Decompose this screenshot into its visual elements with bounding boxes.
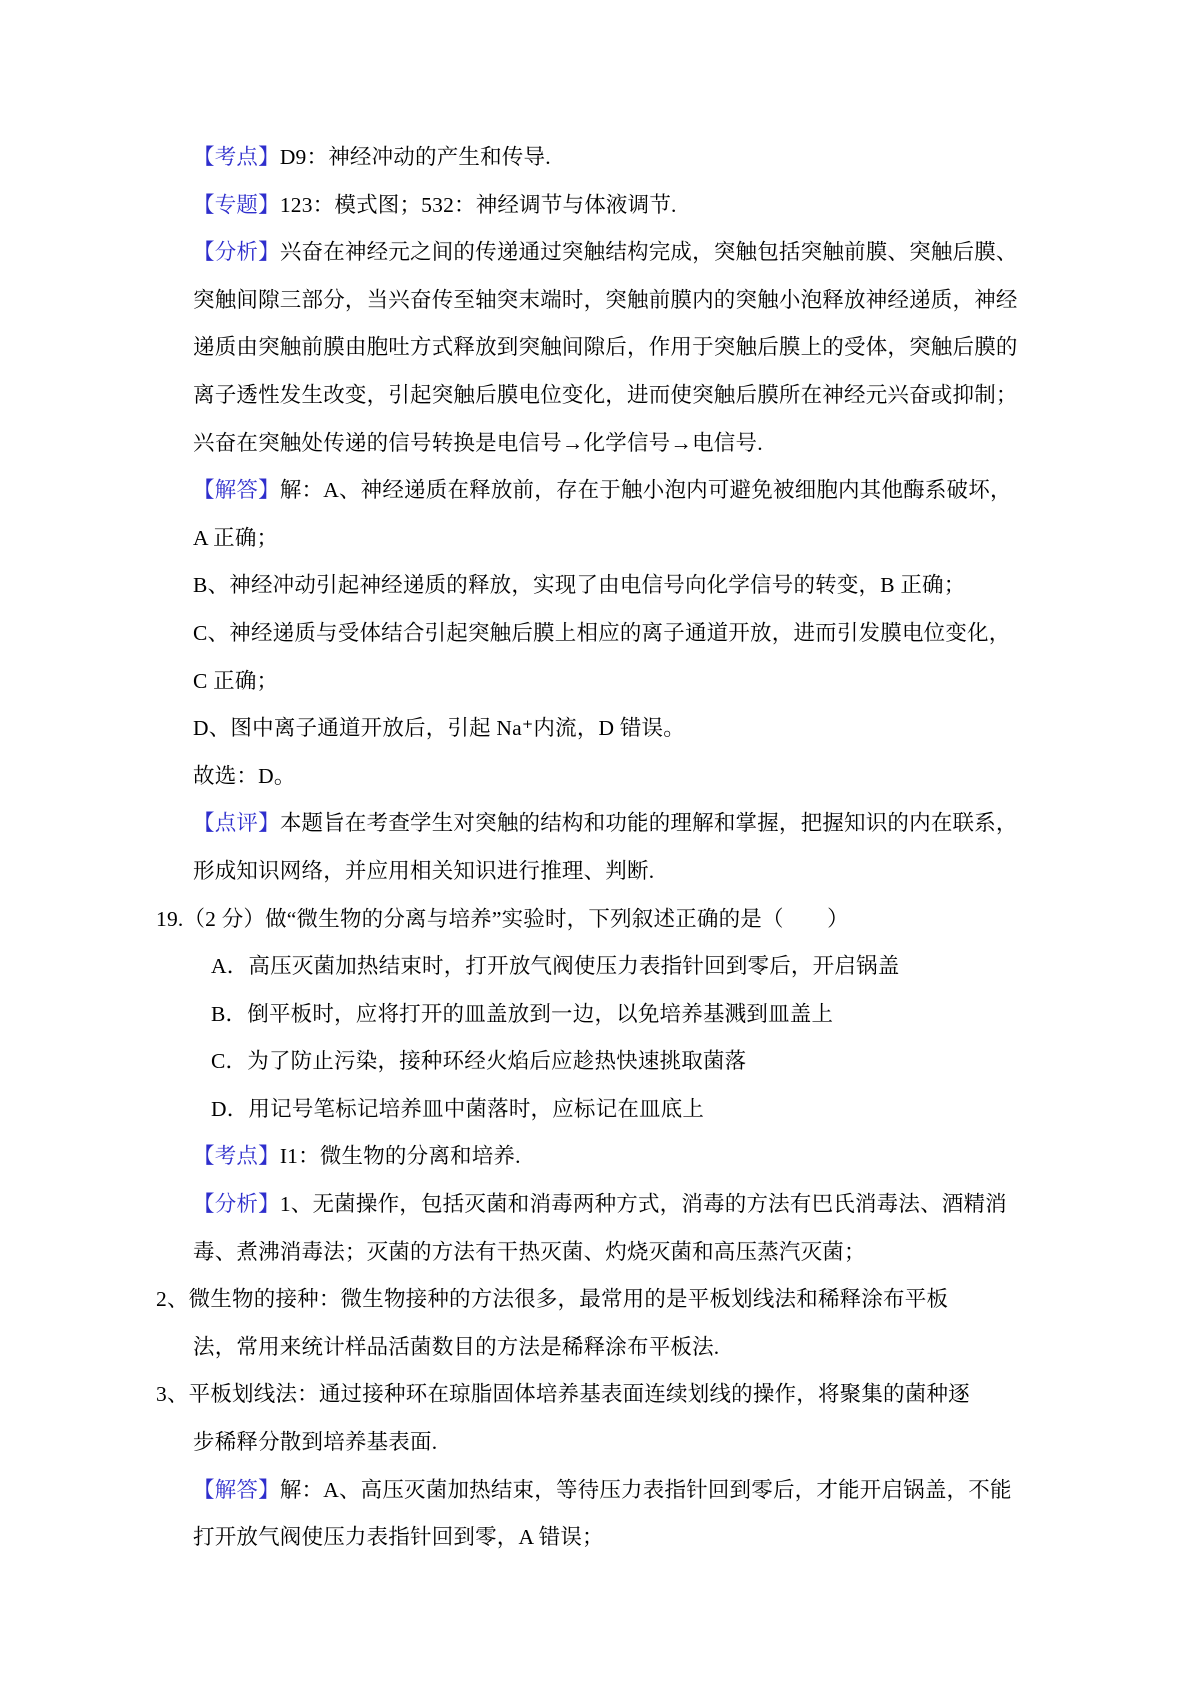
section-label: 【考点】 [193, 1144, 280, 1169]
section-label: 【解答】 [193, 478, 280, 503]
text-line [0, 1229, 1200, 1277]
text-line [0, 182, 1200, 230]
section-label: 【分析】 [193, 240, 280, 265]
line-text: C、神经递质与受体结合引起突触后膜上相应的离子通道开放，进而引发膜电位变化， [193, 620, 1011, 645]
line-text: 递质由突触前膜由胞吐方式释放到突触间隙后，作用于突触后膜上的受体，突触后膜的 [193, 335, 1018, 360]
text-line [0, 1419, 1200, 1467]
line-text: 步稀释分散到培养基表面. [193, 1430, 438, 1455]
text-line [0, 800, 1200, 848]
line-text: 形成知识网络，并应用相关知识进行推理、判断. [193, 858, 655, 883]
line-text: 2、微生物的接种：微生物接种的方法很多，最常用的是平板划线法和稀释涂布平板 [156, 1287, 949, 1312]
line-text: D9：神经冲动的产生和传导. [279, 145, 551, 169]
text-line [0, 705, 1200, 753]
text-line [0, 1324, 1200, 1372]
line-text: C．为了防止污染，接种环经火焰后应趁热快速挑取菌落 [211, 1049, 747, 1074]
line-text: B、神经冲动引起神经递质的释放，实现了由电信号向化学信号的转变，B 正确； [193, 573, 966, 598]
line-text: 3、平板划线法：通过接种环在琼脂固体培养基表面连续划线的操作，将聚集的菌种逐 [156, 1382, 970, 1407]
section-label: 【点评】 [193, 811, 280, 836]
question-19-option-c [0, 1038, 1200, 1086]
section-label: 【考点】 [193, 145, 280, 169]
question-19-option-d [0, 1086, 1200, 1134]
text-line [0, 658, 1200, 706]
line-text: 离子透性发生改变，引起突触后膜电位变化，进而使突触后膜所在神经元兴奋或抑制； [193, 382, 1018, 407]
question-19-option-a [0, 943, 1200, 991]
text-line [0, 1133, 1200, 1181]
line-text: 123：模式图；532：神经调节与体液调节. [279, 192, 677, 217]
text-line [0, 467, 1200, 515]
line-text: 兴奋在突触处传递的信号转换是电信号→化学信号→电信号. [193, 430, 763, 455]
line-text: 解：A、高压灭菌加热结束，等待压力表指针回到零后，才能开启锅盖，不能 [279, 1477, 1012, 1502]
line-text: 毒、煮沸消毒法；灭菌的方法有干热灭菌、灼烧灭菌和高压蒸汽灭菌； [193, 1239, 866, 1264]
text-line [0, 515, 1200, 563]
line-text: D、图中离子通道开放后，引起 Na⁺内流，D 错误。 [193, 716, 685, 741]
line-text: 法，常用来统计样品活菌数目的方法是稀释涂布平板法. [193, 1334, 720, 1359]
line-text: 19.（2 分）做“微生物的分离与培养”实验时，下列叙述正确的是（ ） [156, 906, 849, 931]
text-line [0, 1467, 1200, 1515]
text-line [0, 1276, 1200, 1324]
line-text: D．用记号笔标记培养皿中菌落时，应标记在皿底上 [211, 1096, 705, 1121]
line-text: 解：A、神经递质在释放前，存在于触小泡内可避免被细胞内其他酶系破坏， [279, 478, 1012, 503]
line-text: B．倒平板时，应将打开的皿盖放到一边，以免培养基溅到皿盖上 [211, 1001, 834, 1026]
line-text: 故选：D。 [193, 763, 296, 788]
line-text: 1、无菌操作，包括灭菌和消毒两种方式，消毒的方法有巴氏消毒法、酒精消 [279, 1192, 1007, 1217]
section-label: 【分析】 [193, 1192, 280, 1217]
text-line [0, 277, 1200, 325]
question-19-option-b [0, 991, 1200, 1039]
section-label: 【解答】 [193, 1477, 280, 1502]
text-line [0, 134, 1200, 182]
text-line [0, 324, 1200, 372]
line-text: I1：微生物的分离和培养. [279, 1144, 521, 1169]
line-text: 本题旨在考查学生对突触的结构和功能的理解和掌握，把握知识的内在联系， [279, 811, 1018, 836]
text-line [0, 229, 1200, 277]
text-line [0, 372, 1200, 420]
line-text: A 正确； [193, 525, 279, 550]
text-line [0, 1371, 1200, 1419]
text-line [0, 420, 1200, 468]
section-label: 【专题】 [193, 192, 280, 217]
line-text: A．高压灭菌加热结束时，打开放气阀使压力表指针回到零后，开启锅盖 [211, 954, 900, 979]
text-line [0, 848, 1200, 896]
line-text: 兴奋在神经元之间的传递通过突触结构完成，突触包括突触前膜、突触后膜、 [279, 240, 1018, 265]
text-line [0, 1181, 1200, 1229]
line-text: 突触间隙三部分，当兴奋传至轴突末端时，突触前膜内的突触小泡释放神经递质，神经 [193, 287, 1018, 312]
line-text: 打开放气阀使压力表指针回到零，A 错误； [193, 1525, 604, 1550]
text-line [0, 610, 1200, 658]
question-19-stem [0, 896, 1200, 944]
text-line [0, 753, 1200, 801]
text-line [0, 1514, 1200, 1562]
line-text: C 正确； [193, 668, 279, 693]
text-line [0, 562, 1200, 610]
